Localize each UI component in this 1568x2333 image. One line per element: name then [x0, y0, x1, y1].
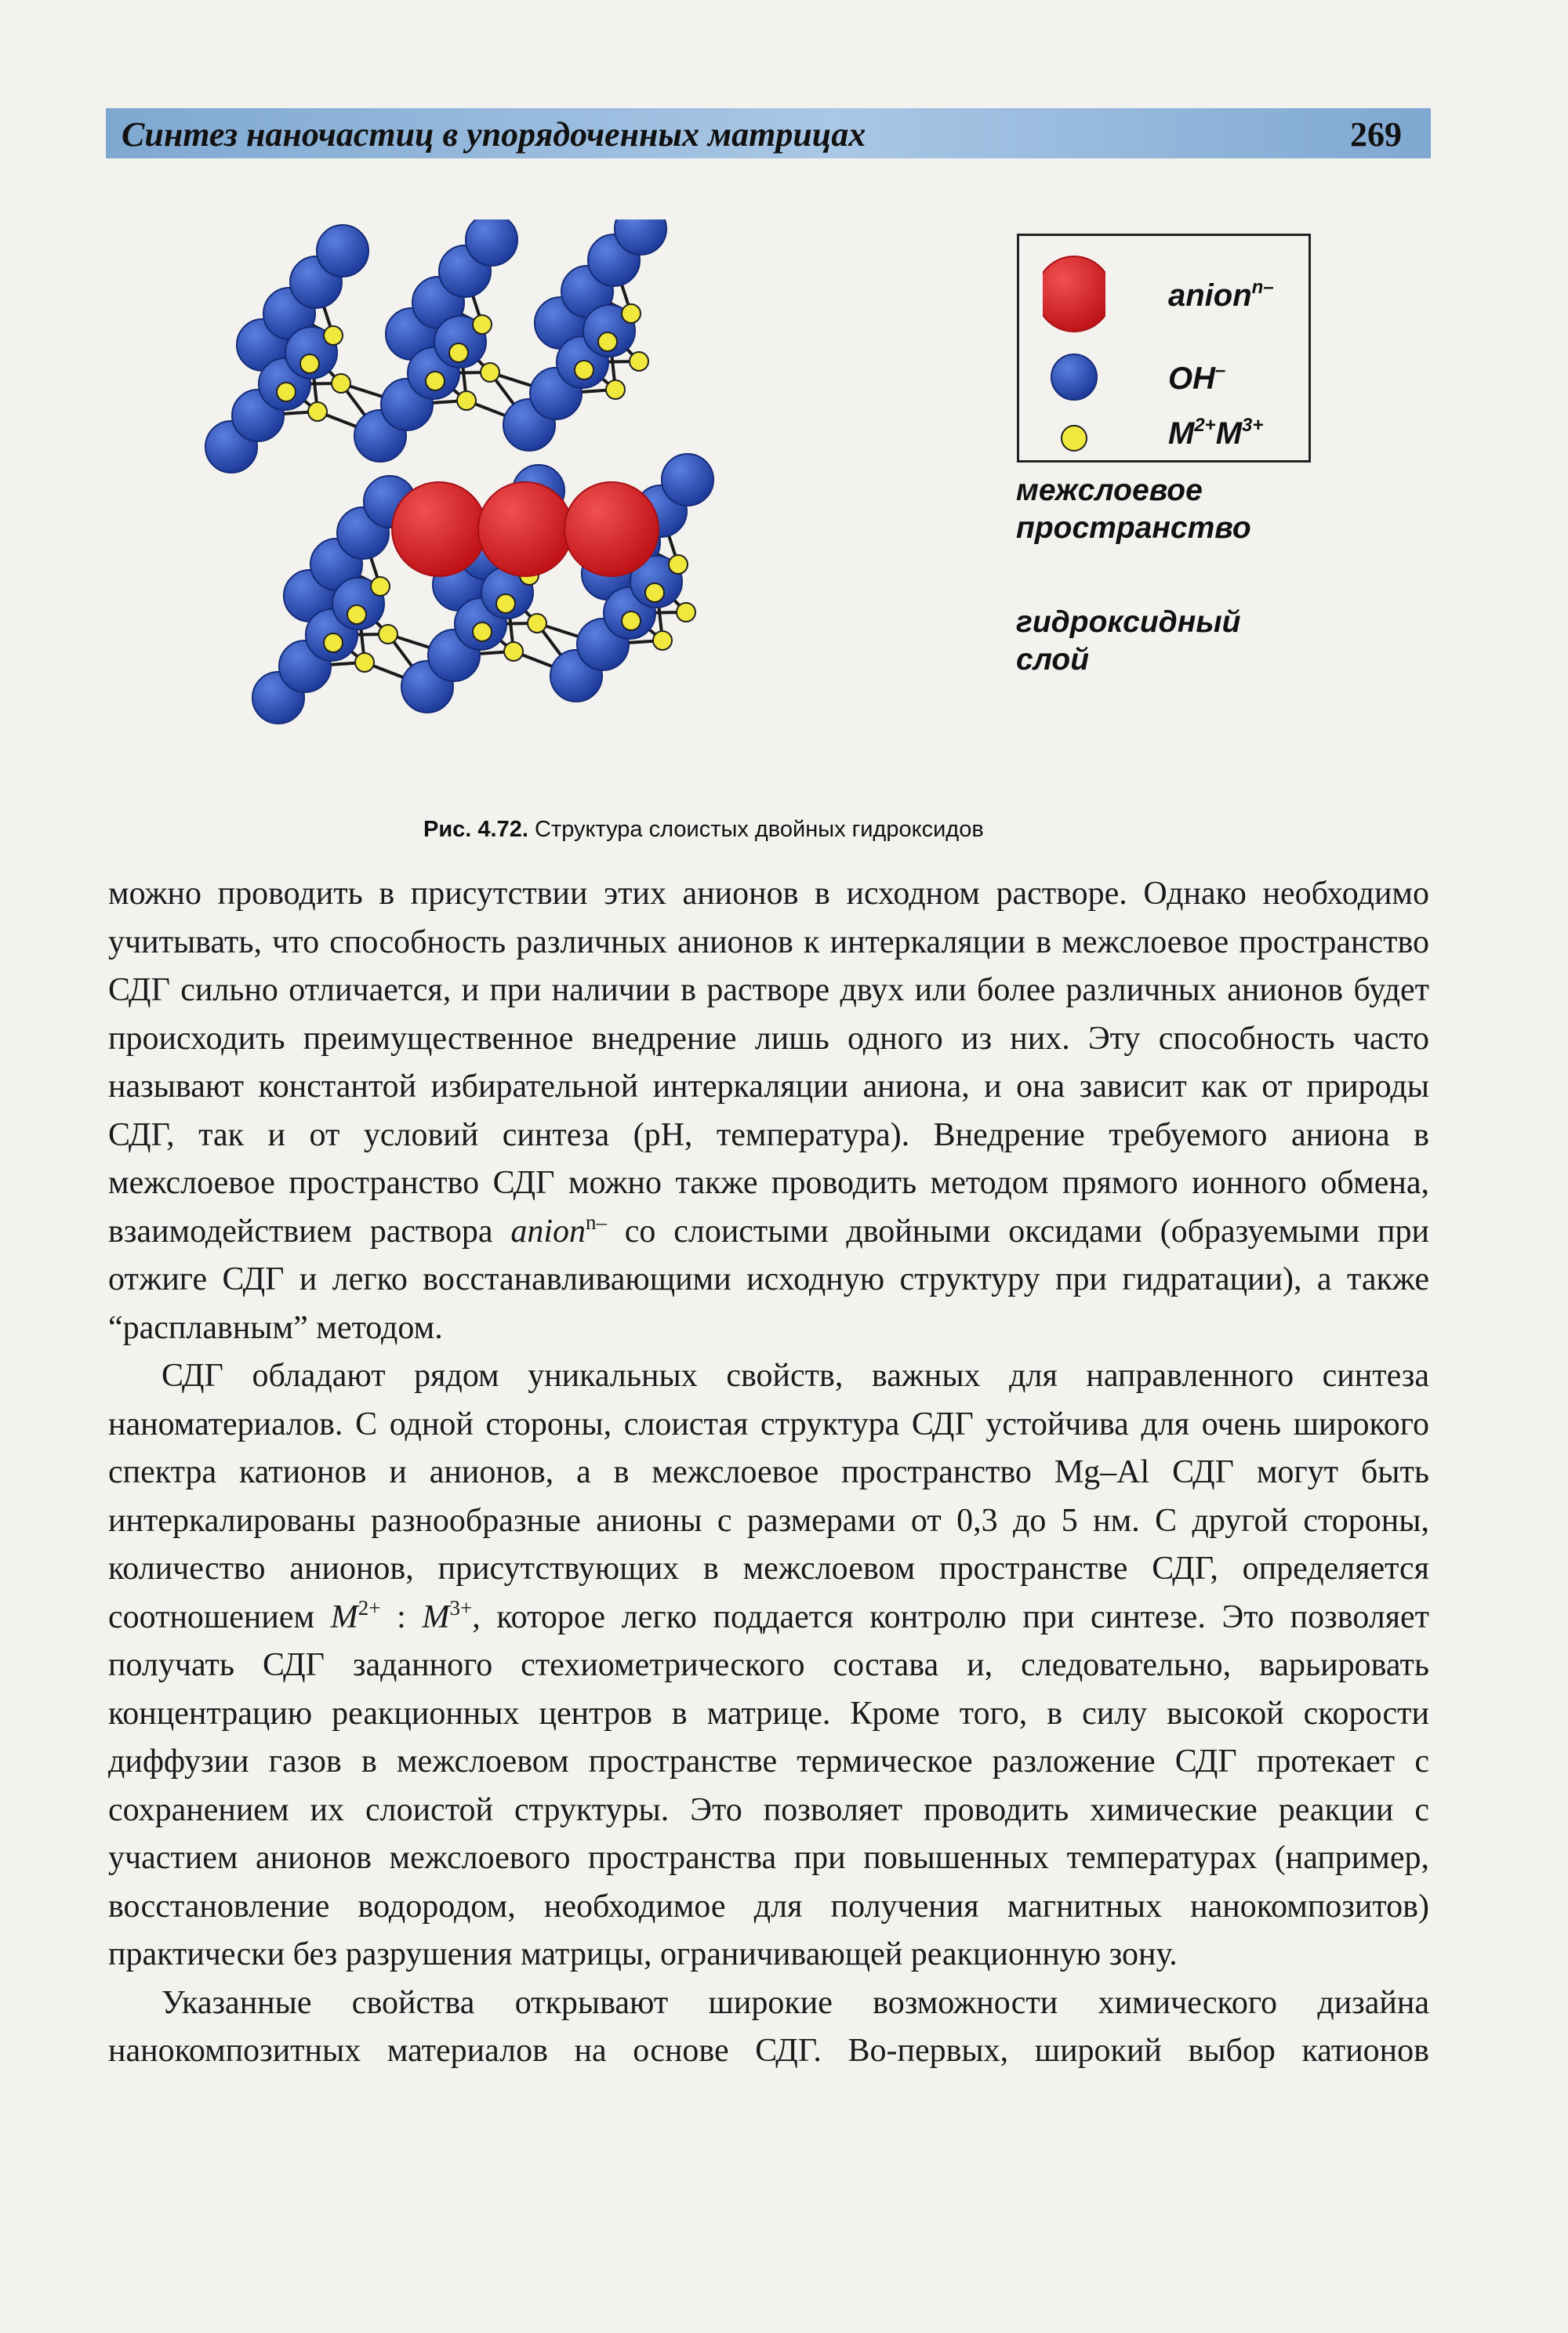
legend-symbols	[1043, 253, 1105, 457]
interlayer-anion-atom	[392, 482, 486, 576]
metal-cation-atom	[300, 354, 319, 373]
interlayer-space-label: межслоевое пространство	[1016, 473, 1251, 545]
figure-caption: Рис. 4.72. Структура слоистых двойных гидроксидов	[423, 817, 984, 842]
metal-cation-atom	[622, 611, 641, 630]
legend-hydroxide-label: OH–	[1168, 360, 1226, 396]
metal-cation-atom	[504, 642, 523, 661]
hydroxide-back-atom	[466, 220, 517, 266]
metal-cation-atom	[496, 594, 515, 613]
metal-cation-atom	[426, 372, 445, 390]
legend-anion-symbol	[1043, 256, 1105, 332]
legend-metal-symbol	[1062, 426, 1087, 451]
metal-cation-atom	[347, 605, 366, 624]
metal-cation-atom	[653, 631, 672, 650]
metal-cation-atom	[598, 332, 617, 351]
metal-cation-atom	[677, 603, 695, 622]
metal-cation-atom	[308, 402, 327, 421]
interlayer-anions	[392, 482, 659, 576]
metal-cation-atom	[645, 583, 664, 602]
paragraph-3: Указанные свойства открывают широкие возможности химического дизайна нанокомпозитных материалов на основе СДГ. Во-первых, широкий выбор катионов	[108, 1984, 1429, 2069]
page-number: 269	[1350, 115, 1402, 154]
hydroxide-layer-top	[205, 220, 666, 473]
legend-box	[1017, 234, 1311, 463]
metal-cation-atom	[457, 391, 476, 410]
metal-cation-atom	[277, 383, 296, 401]
metal-cation-atom	[332, 374, 350, 393]
metal-cation-atom	[575, 361, 593, 379]
metal-cation-atom	[473, 622, 492, 641]
interlayer-anion-atom	[564, 482, 659, 576]
metal-cation-atom	[473, 315, 492, 334]
metal-cation-atom	[379, 625, 397, 644]
metal-cation-atom	[630, 352, 648, 371]
running-header-title: Синтез наночастиц в упорядоченных матрицах	[122, 115, 866, 154]
metal-cation-atom	[324, 326, 343, 345]
metal-cation-atom	[606, 380, 625, 399]
metal-cation-atom	[371, 577, 390, 596]
legend-anion-label: anion$^{n-}$	[1168, 277, 1274, 313]
paragraph-2: СДГ обладают рядом уникальных свойств, важных для направленного синтеза наноматериалов. С одной стороны, слоистая структура СДГ устойчива для очень широкого спектра катионов и анионов, а в межслоевое пространство Mg–Al СДГ могут быть интеркалированы разнообразные анионы с размерами от 0,3 до 5 нм. С другой стороны, количество анионов, присутствующих в межслоевом пространстве СДГ, определяется соотношением $M^{2+}$ : $M^{3+}$, которое легко поддается контролю при синтезе. Это позволяет получать СДГ заданного стехиометрического состава и, следовательно, варьировать концентрацию реакционных центров в матрице. Кроме того, в силу высокой скорости диффузии газов в межслоевом пространстве термическое разложение СДГ протекает с сохранением их слоистой структуры. Это позволяет проводить химические реакции с участием анионов межслоевого пространства при повышенных температурах (например, восстановление водородом, необходимое для получения магнитных нанокомпозитов) практически без разрушения матрицы, ограничивающей реакционную зону.	[108, 1358, 1430, 1972]
metal-cation-atom	[528, 614, 546, 633]
legend-hydroxide-symbol	[1051, 354, 1097, 400]
hydroxide-back-atom	[317, 225, 368, 277]
hydroxide-back-atom	[662, 454, 713, 506]
metal-cation-atom	[324, 633, 343, 652]
paragraph-1: можно проводить в присутствии этих анионов в исходном растворе. Однако необходимо учитывать, что способность различных анионов к интеркаляции в межслоевое пространство СДГ сильно отличается, и при наличии в растворе двух или более различных анионов будет происходить преимущественное внедрение лишь одного из них. Эту способность часто называют константой избирательной интеркаляции аниона, и она зависит как от природы СДГ, так и от условий синтеза (рН, температура). Внедрение требуемого аниона в межслоевое пространство СДГ можно также проводить методом прямого ионного обмена, взаимодействием раствора anion$^{n-}$ со слоистыми двойными оксидами (образуемыми при отжиге СДГ и легко восстанавливающими исходную структуру при гидратации), а также “расплавным” методом.	[108, 876, 1429, 1346]
interlayer-anion-atom	[478, 482, 572, 576]
ldh-structure-figure	[204, 220, 1004, 800]
hydroxide-layer-label: гидроксидный слой	[1016, 605, 1241, 677]
metal-cation-atom	[669, 555, 688, 574]
metal-cation-atom	[449, 343, 468, 362]
body-text	[108, 870, 1429, 2076]
metal-cation-atom	[355, 653, 374, 672]
legend-metal-label: $M^{2+}M^{3+}$	[1168, 415, 1264, 451]
metal-cation-atom	[622, 304, 641, 323]
metal-cation-atom	[481, 363, 499, 382]
